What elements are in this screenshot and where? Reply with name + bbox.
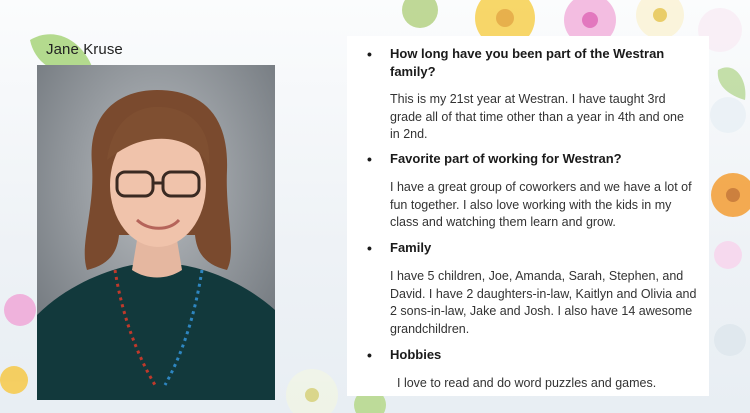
teacher-photo [37, 65, 275, 400]
question-hobbies: • Hobbies [363, 346, 697, 364]
question-family: • Family [363, 239, 697, 257]
question-favorite-part: • Favorite part of working for Westran? [363, 150, 697, 168]
answer-favorite-part: I have a great group of coworkers and we have a lot of fun together. I also love working with the kids in my class and watching them learn and grow. [390, 180, 692, 229]
answer-hobbies: I love to read and do word puzzles and games. [397, 376, 657, 390]
question-years: • How long have you been part of the Westran family? [363, 45, 697, 81]
answer-years: This is my 21st year at Westran. I have taught 3rd grade all of that time other than a year in 4th and one in 2nd. [390, 92, 684, 141]
answer-family: I have 5 children, Joe, Amanda, Sarah, Stephen, and David. I have 2 daughters-in-law, Kaitlyn and Olivia and 2 sons-in-law, Jake and Josh. I also have 14 awesome grandchildren. [390, 269, 697, 336]
qa-panel [347, 36, 709, 396]
teacher-name: Jane Kruse [46, 41, 123, 58]
